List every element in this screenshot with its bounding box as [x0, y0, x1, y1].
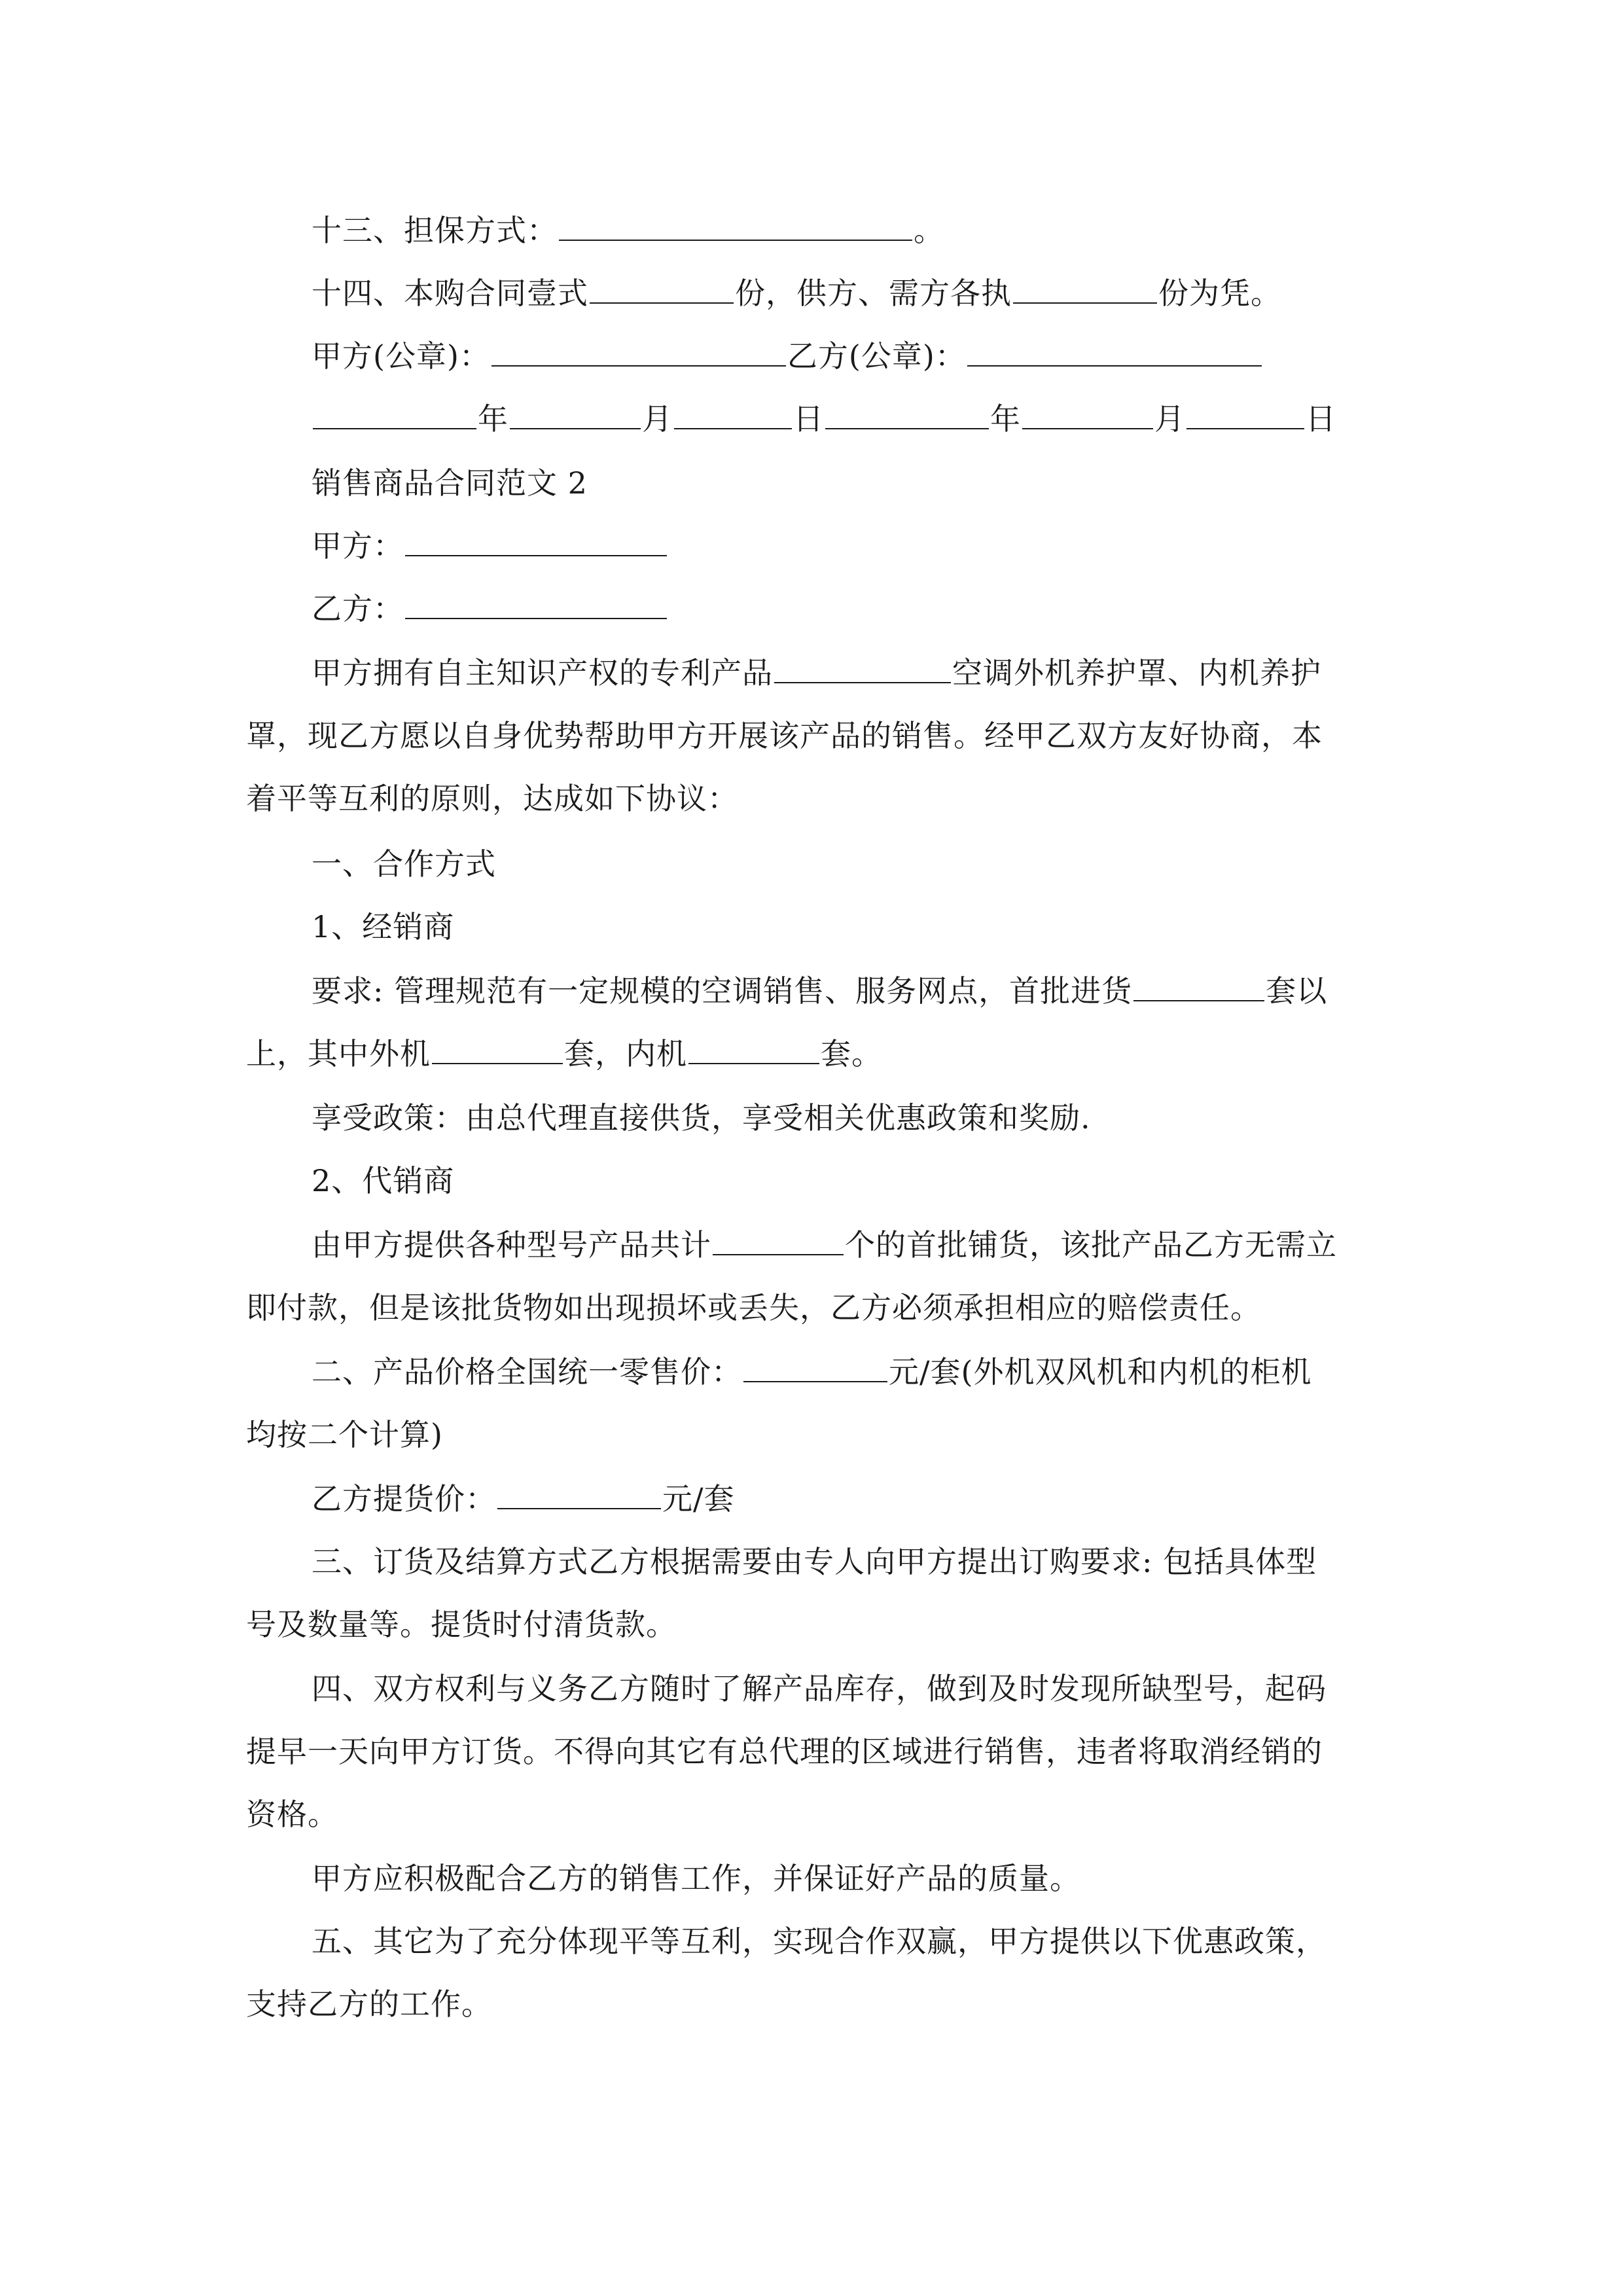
party-a-name-blank: [405, 526, 667, 556]
intro-paragraph-line-3: 着平等互利的原则，达成如下协议：: [246, 781, 738, 816]
price-paragraph-line-1: 二、产品价格全国统一零售价： 元/套(外机双风机和内机的柜机: [312, 1352, 1398, 1391]
day-b-blank: [1186, 399, 1304, 429]
intro-paragraph-line-1: 甲方拥有自主知识产权的专利产品 空调外机养护罩、内机养护: [312, 653, 1398, 692]
heading-cooperation: 一、合作方式: [312, 846, 496, 882]
dealer-requirement-line-2: 上，其中外机 套，内机 套。: [246, 1034, 1398, 1073]
day-a-blank: [674, 399, 792, 429]
quality-paragraph: 甲方应积极配合乙方的销售工作，并保证好产品的质量。: [312, 1861, 1080, 1896]
intro-paragraph-line-2: 罩，现乙方愿以自身优势帮助甲方开展该产品的销售。经甲乙双方友好协商，本: [246, 718, 1323, 753]
section-title: 销售商品合同范文 2: [312, 465, 588, 501]
outdoor-units-blank: [432, 1034, 563, 1064]
month-b-blank: [1022, 399, 1153, 429]
agent-paragraph-line-2: 即付款，但是该批货物如出现损坏或丢失，乙方必须承担相应的赔偿责任。: [246, 1290, 1261, 1325]
party-a-line: 甲方：: [312, 526, 1398, 565]
pickup-price-blank: [497, 1479, 661, 1509]
product-name-blank: [774, 653, 951, 683]
clause-14-copies: 十四、本购合同壹式 份，供方、需方各执 份为凭。: [312, 274, 1398, 313]
indoor-units-blank: [688, 1034, 819, 1064]
agent-paragraph-line-1: 由甲方提供各种型号产品共计 个的首批铺货，该批产品乙方无需立: [312, 1225, 1398, 1265]
party-a-seal-blank: [491, 336, 786, 367]
rights-paragraph-line-3: 资格。: [246, 1797, 338, 1832]
other-paragraph-line-2: 支持乙方的工作。: [246, 1986, 492, 2022]
other-paragraph-line-1: 五、其它为了充分体现平等互利，实现合作双赢，甲方提供以下优惠政策，: [312, 1924, 1327, 1959]
copies-total-blank: [590, 274, 734, 304]
initial-stock-blank: [713, 1225, 844, 1255]
dealer-policy: 享受政策：由总代理直接供货，享受相关优惠政策和奖励.: [312, 1100, 1091, 1136]
party-b-seal-blank: [967, 336, 1262, 367]
rights-paragraph-line-1: 四、双方权利与义务乙方随时了解产品库存，做到及时发现所缺型号，起码: [312, 1671, 1327, 1706]
year-a-blank: [313, 399, 476, 429]
party-b-line: 乙方：: [312, 589, 1398, 628]
guarantee-blank: [559, 211, 912, 241]
ordering-paragraph-line-2: 号及数量等。提货时付清货款。: [246, 1607, 677, 1642]
first-order-blank: [1133, 971, 1264, 1001]
subheading-agent: 2、代销商: [312, 1163, 455, 1198]
party-b-name-blank: [405, 589, 667, 619]
copies-each-blank: [1013, 274, 1157, 304]
price-paragraph-line-2: 均按二个计算): [246, 1417, 443, 1452]
month-a-blank: [510, 399, 641, 429]
pickup-price-line: 乙方提货价： 元/套: [312, 1479, 1398, 1518]
ordering-paragraph-line-1: 三、订货及结算方式乙方根据需要由专人向甲方提出订购要求: 包括具体型: [312, 1544, 1317, 1579]
clause-13-guarantee: 十三、担保方式： 。: [312, 211, 1398, 250]
signature-dates: 年 月 日 年 月 日: [312, 399, 1398, 439]
signature-seals: 甲方(公章)： 乙方(公章)：: [312, 336, 1398, 376]
retail-price-blank: [743, 1352, 887, 1382]
rights-paragraph-line-2: 提早一天向甲方订货。不得向其它有总代理的区域进行销售，违者将取消经销的: [246, 1734, 1323, 1769]
dealer-requirement-line-1: 要求: 管理规范有一定规模的空调销售、服务网点，首批进货 套以: [312, 971, 1398, 1011]
year-b-blank: [825, 399, 989, 429]
subheading-dealer: 1、经销商: [312, 909, 455, 944]
